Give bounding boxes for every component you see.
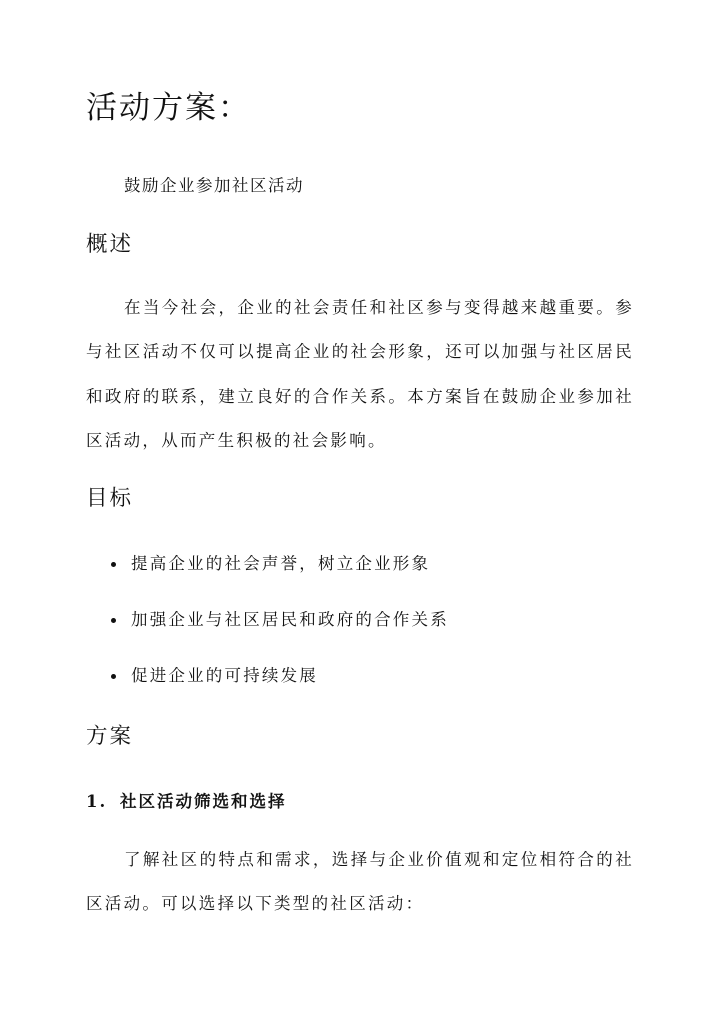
- plan-section-title: 社区活动筛选和选择: [120, 792, 287, 811]
- overview-paragraph: 在当今社会，企业的社会责任和社区参与变得越来越重要。参与社区活动不仅可以提高企业的社会形象，还可以加强与社区居民和政府的联系，建立良好的合作关系。本方案旨在鼓励企业参加社区活动，从而产生积极的社会影响。: [86, 298, 634, 450]
- document-subtitle: 鼓励企业参加社区活动: [124, 176, 304, 195]
- bullet-icon: [111, 618, 116, 623]
- goals-heading: 目标: [86, 486, 134, 511]
- bullet-icon: [111, 562, 116, 567]
- bullet-icon: [111, 674, 116, 679]
- plan-section-number: 1.: [86, 792, 108, 811]
- plan-section-heading: [86, 786, 287, 818]
- overview-heading: 概述: [86, 232, 134, 257]
- goal-item: [86, 654, 449, 710]
- plan-section-paragraph: 了解社区的特点和需求，选择与企业价值观和定位相符合的社区活动。可以选择以下类型的社区活动：: [86, 850, 634, 914]
- document-title: 活动方案：: [86, 90, 251, 126]
- goal-item-text: 促进企业的可持续发展: [131, 666, 318, 685]
- goal-item-text: 提高企业的社会声誉，树立企业形象: [131, 554, 431, 573]
- plan-heading: 方案: [86, 724, 134, 749]
- goals-list: [86, 542, 449, 710]
- goal-item: [86, 542, 449, 598]
- goal-item-text: 加强企业与社区居民和政府的合作关系: [131, 610, 449, 629]
- goal-item: [86, 598, 449, 654]
